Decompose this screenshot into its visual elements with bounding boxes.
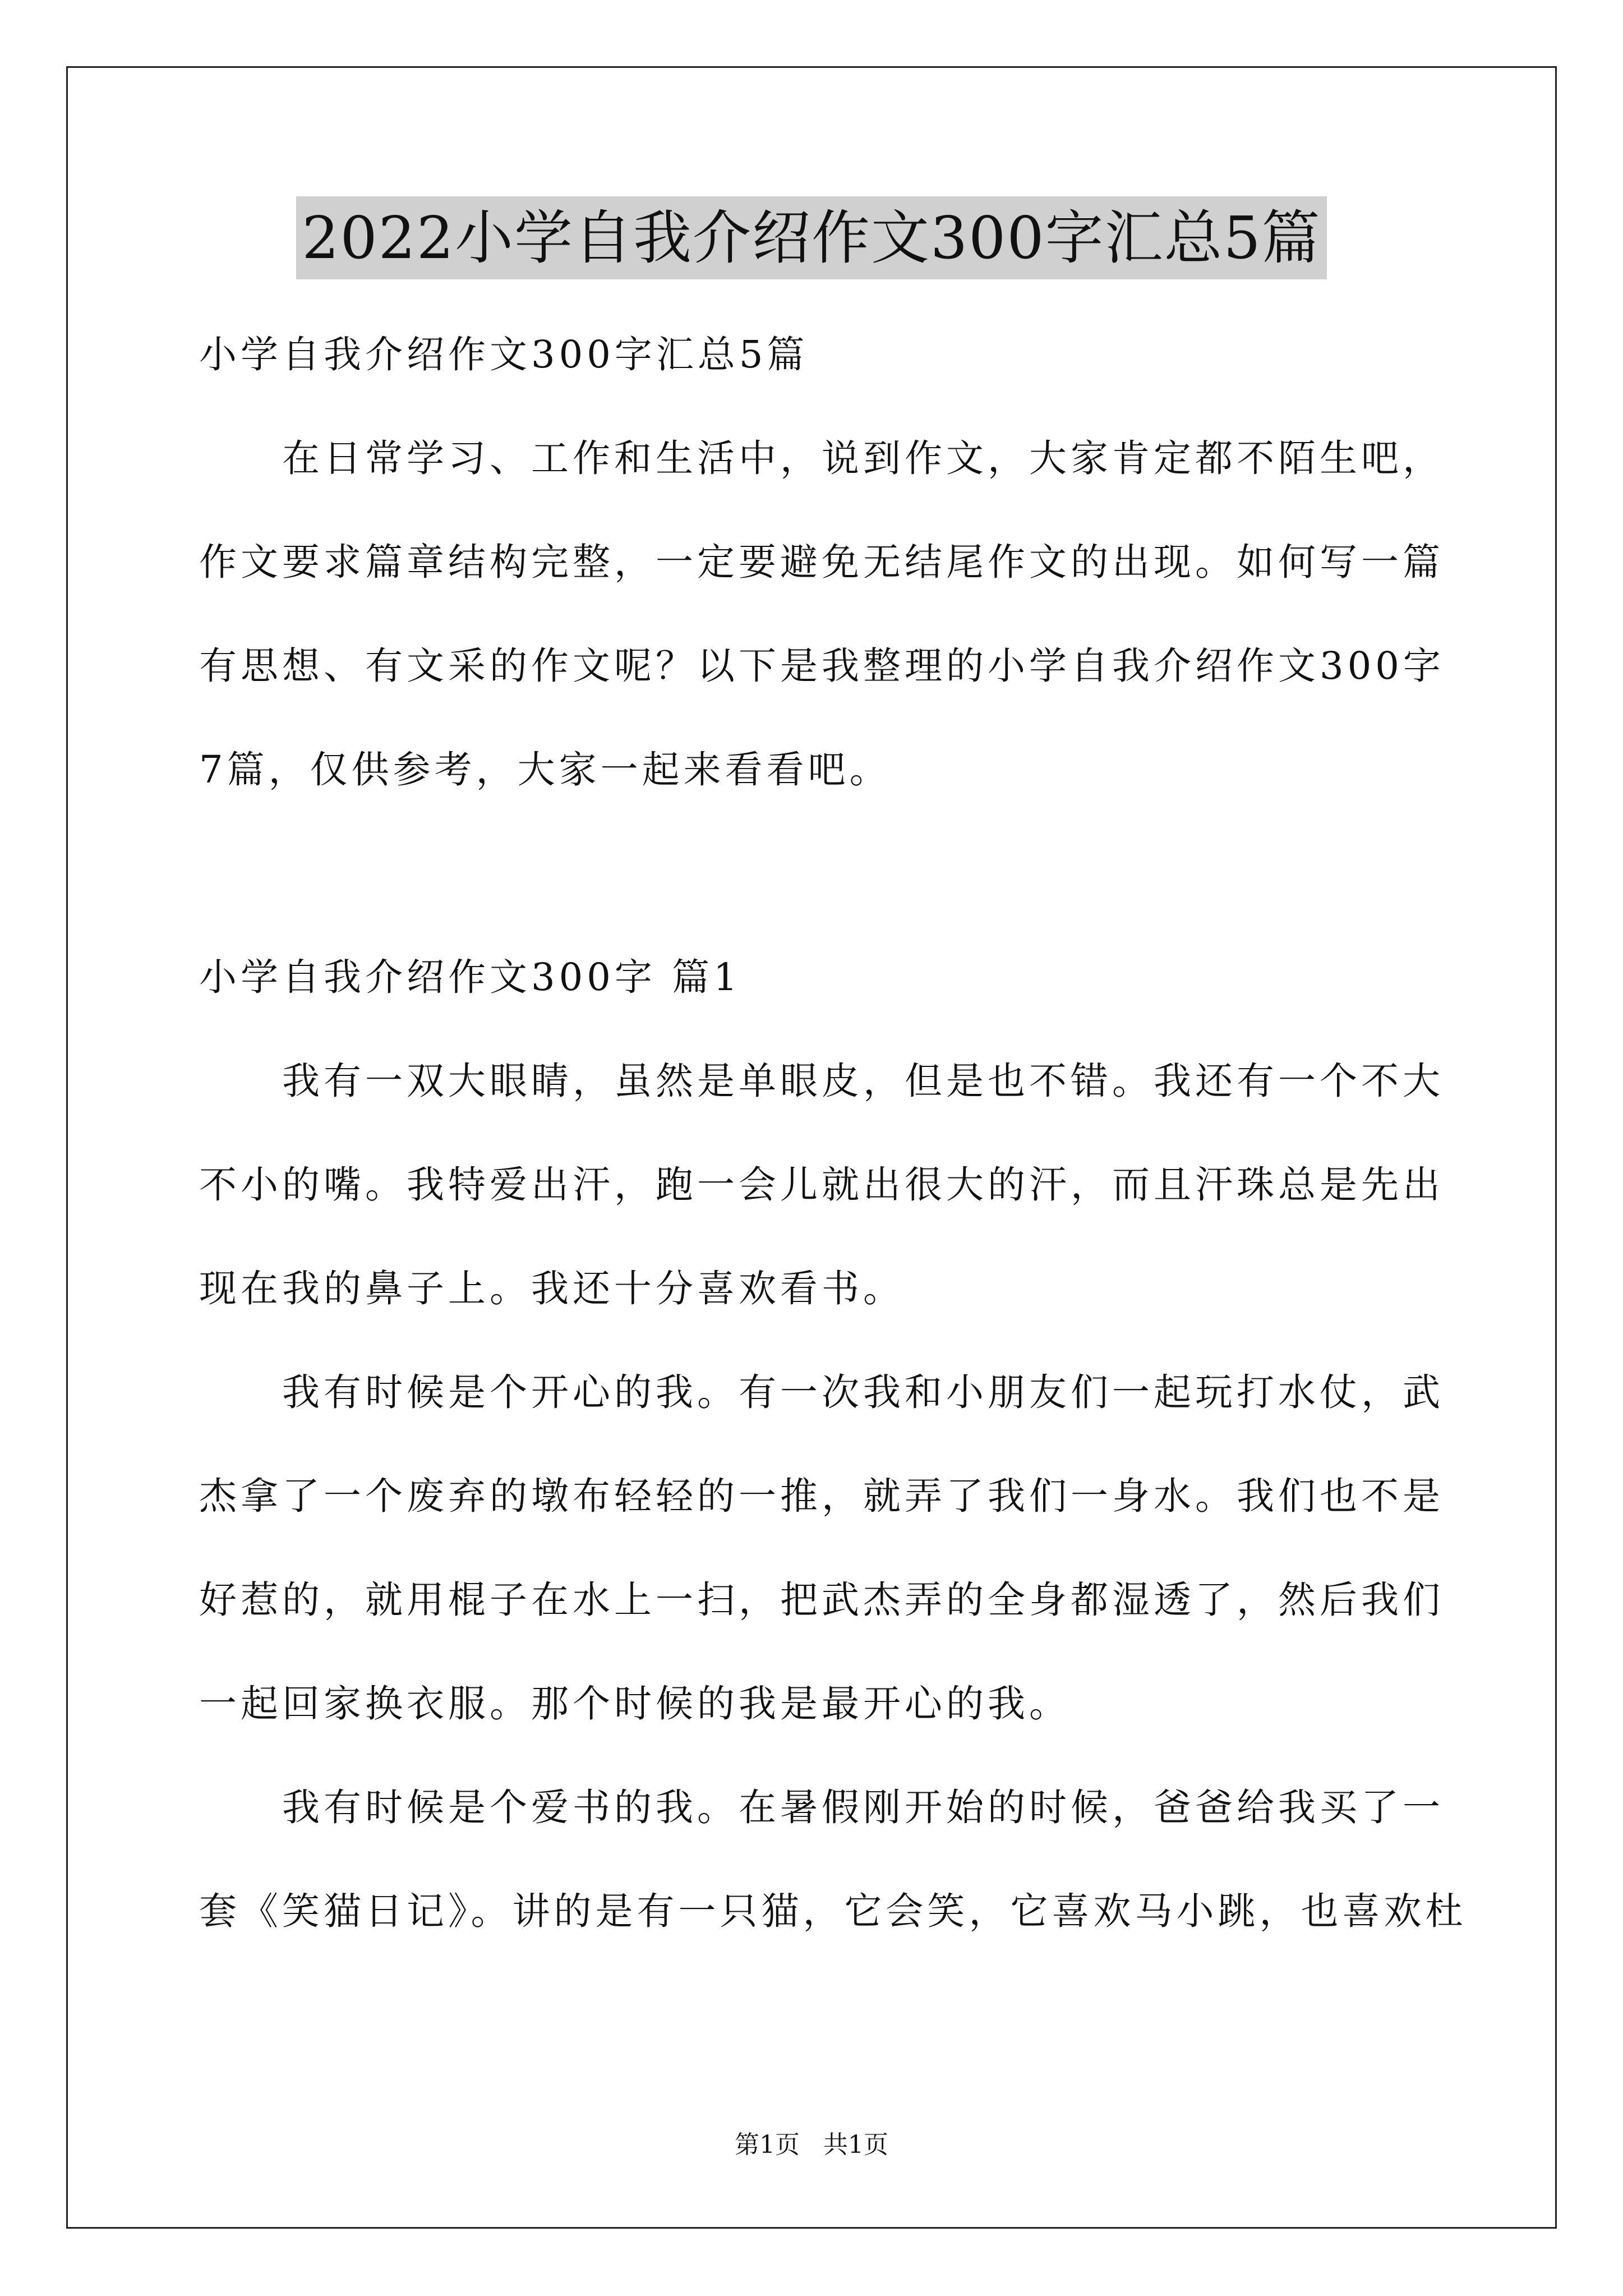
page-footer: 第1页 共1页 xyxy=(735,2131,888,2159)
document-title: 2022小学自我介绍作文300字汇总5篇 xyxy=(296,196,1326,279)
paragraph-3-line: 我有时候是个爱书的我。在暑假刚开始的时候，爸爸给我买了一 xyxy=(282,1786,1444,1829)
document-body xyxy=(199,303,1467,1963)
paragraph-2-line: 杰拿了一个废弃的墩布轻轻的一推，就弄了我们一身水。我们也不是 xyxy=(199,1474,1444,1518)
section-heading: 小学自我介绍作文300字 篇1 xyxy=(199,955,741,999)
paragraph-2-line: 好惹的，就用棍子在水上一扫，把武杰弄的全身都湿透了，然后我们 xyxy=(199,1578,1444,1622)
paragraph-1-line: 我有一双大眼睛，虽然是单眼皮，但是也不错。我还有一个不大 xyxy=(282,1059,1444,1103)
paragraph-3-line: 套《笑猫日记》。讲的是有一只猫，它会笑，它喜欢马小跳，也喜欢杜 xyxy=(199,1889,1467,1933)
title-area xyxy=(0,196,1623,279)
intro-line: 在日常学习、工作和生活中，说到作文，大家肯定都不陌生吧， xyxy=(282,436,1444,480)
subtitle: 小学自我介绍作文300字汇总5篇 xyxy=(199,333,809,376)
intro-line: 作文要求篇章结构完整，一定要避免无结尾作文的出现。如何写一篇 xyxy=(199,540,1444,584)
intro-line: 7篇，仅供参考，大家一起来看看吧。 xyxy=(199,748,891,792)
paragraph-1-line: 现在我的鼻子上。我还十分喜欢看书。 xyxy=(199,1267,905,1310)
paragraph-1-line: 不小的嘴。我特爱出汗，跑一会儿就出很大的汗，而且汗珠总是先出 xyxy=(199,1163,1444,1207)
intro-line: 有思想、有文采的作文呢？以下是我整理的小学自我介绍作文300字 xyxy=(199,644,1445,688)
blank-line xyxy=(199,822,1433,926)
paragraph-2-line: 一起回家换衣服。那个时候的我是最开心的我。 xyxy=(199,1682,1071,1726)
paragraph-2-line: 我有时候是个开心的我。有一次我和小朋友们一起玩打水仗，武 xyxy=(282,1370,1444,1414)
